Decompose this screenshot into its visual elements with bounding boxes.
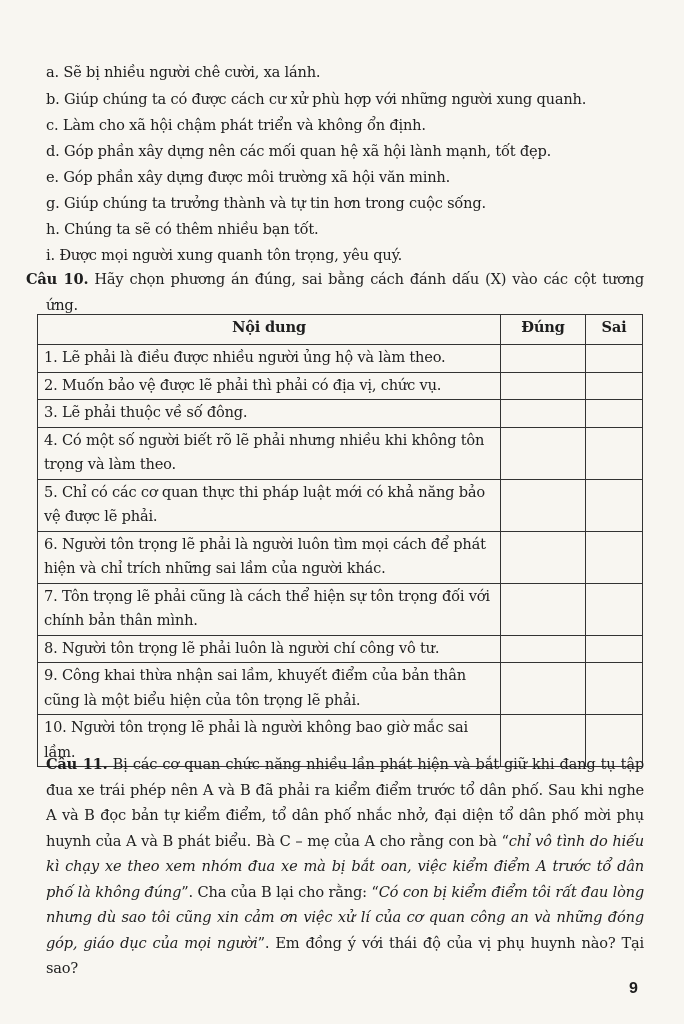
row-content: 3. Lẽ phải thuộc về số đông. bbox=[38, 400, 501, 428]
table-row bbox=[38, 531, 643, 583]
table-row bbox=[38, 635, 643, 663]
table-row bbox=[38, 583, 643, 635]
option-i: i. Được mọi người xung quanh tôn trọng, yêu quý. bbox=[46, 247, 403, 264]
false-cell[interactable] bbox=[586, 663, 643, 715]
true-cell[interactable] bbox=[501, 427, 586, 479]
true-false-table bbox=[37, 314, 643, 767]
question-11-text-1: Bị các cơ quan chức năng nhiều lần phát hiện và bắt giữ khi đang tụ tập đua xe trái phép nên A và B đã phải ra kiểm điểm trước tổ dân phố. Sau khi nghe A và B đọc bản tự kiểm điểm, tổ dân phố nhắc nhở, đại diện tổ dân phố mời phụ huynh của A và B phát biểu. Bà C – mẹ của A cho rằng con bà “ bbox=[46, 756, 644, 850]
header-true: Đúng bbox=[501, 315, 586, 345]
true-cell[interactable] bbox=[501, 372, 586, 400]
header-content: Nội dung bbox=[38, 315, 501, 345]
false-cell[interactable] bbox=[586, 427, 643, 479]
option-h: h. Chúng ta sẽ có thêm nhiều bạn tốt. bbox=[46, 221, 319, 238]
false-cell[interactable] bbox=[586, 635, 643, 663]
question-10-label: Câu 10. bbox=[26, 271, 89, 288]
row-content: 9. Công khai thừa nhận sai lầm, khuyết điểm của bản thân cũng là một biểu hiện của tôn trọng lẽ phải. bbox=[38, 663, 501, 715]
question-11 bbox=[26, 752, 644, 982]
false-cell[interactable] bbox=[586, 372, 643, 400]
table-header bbox=[38, 315, 643, 345]
row-content: 8. Người tôn trọng lẽ phải luôn là người chí công vô tư. bbox=[38, 635, 501, 663]
question-10 bbox=[26, 267, 644, 318]
question-11-text-3: ”. Em đồng ý với thái độ của vị phụ huynh nào? Tại sao? bbox=[46, 934, 645, 977]
option-d: d. Góp phần xây dựng nên các mối quan hệ xã hội lành mạnh, tốt đẹp. bbox=[46, 143, 552, 160]
question-10-text: Hãy chọn phương án đúng, sai bằng cách đánh dấu (X) vào các cột tương ứng. bbox=[46, 271, 644, 314]
question-11-label: Câu 11. bbox=[46, 756, 108, 773]
true-cell[interactable] bbox=[501, 635, 586, 663]
false-cell[interactable] bbox=[586, 583, 643, 635]
false-cell[interactable] bbox=[586, 345, 643, 373]
row-content: 2. Muốn bảo vệ được lẽ phải thì phải có địa vị, chức vụ. bbox=[38, 372, 501, 400]
page-number: 9 bbox=[629, 980, 638, 997]
row-content: 10. Người tôn trọng lẽ phải là người không bao giờ mắc sai lầm. bbox=[38, 715, 501, 767]
row-content: 6. Người tôn trọng lẽ phải là người luôn tìm mọi cách để phát hiện và chỉ trích những sai lầm của người khác. bbox=[38, 531, 501, 583]
table-row bbox=[38, 663, 643, 715]
table-row bbox=[38, 427, 643, 479]
true-cell[interactable] bbox=[501, 583, 586, 635]
table-row bbox=[38, 400, 643, 428]
true-cell[interactable] bbox=[501, 400, 586, 428]
true-cell[interactable] bbox=[501, 345, 586, 373]
question-11-text-2: ”. Cha của B lại cho rằng: “ bbox=[181, 883, 379, 901]
header-false: Sai bbox=[586, 315, 643, 345]
false-cell[interactable] bbox=[586, 479, 643, 531]
question-11-quote-1: chỉ vô tình do hiếu kì chạy xe theo xem nhóm đua xe mà bị bắt oan, việc kiểm điểm A trước tổ dân phố là không đúng bbox=[46, 832, 644, 901]
table-row bbox=[38, 479, 643, 531]
option-g: g. Giúp chúng ta trưởng thành và tự tin hơn trong cuộc sống. bbox=[46, 195, 486, 212]
true-cell[interactable] bbox=[501, 479, 586, 531]
false-cell[interactable] bbox=[586, 400, 643, 428]
row-content: 7. Tôn trọng lẽ phải cũng là cách thể hiện sự tôn trọng đối với chính bản thân mình. bbox=[38, 583, 501, 635]
row-content: 5. Chỉ có các cơ quan thực thi pháp luật mới có khả năng bảo vệ được lẽ phải. bbox=[38, 479, 501, 531]
question-11-quote-2: Có con bị kiểm điểm tôi rất đau lòng nhưng dù sao tôi cũng xin cảm ơn việc xử lí của cơ quan công an và những đóng góp, giáo dục của mọi người bbox=[46, 883, 644, 952]
false-cell[interactable] bbox=[586, 531, 643, 583]
option-a: a. Sẽ bị nhiều người chê cười, xa lánh. bbox=[46, 64, 321, 81]
true-cell[interactable] bbox=[501, 531, 586, 583]
table-row bbox=[38, 372, 643, 400]
row-content: 4. Có một số người biết rõ lẽ phải nhưng nhiều khi không tôn trọng và làm theo. bbox=[38, 427, 501, 479]
row-content: 1. Lẽ phải là điều được nhiều người ủng hộ và làm theo. bbox=[38, 345, 501, 373]
option-b: b. Giúp chúng ta có được cách cư xử phù hợp với những người xung quanh. bbox=[46, 91, 587, 108]
table-row bbox=[38, 345, 643, 373]
option-e: e. Góp phần xây dựng được môi trường xã hội văn minh. bbox=[46, 169, 451, 186]
option-c: c. Làm cho xã hội chậm phát triển và không ổn định. bbox=[46, 117, 426, 134]
true-cell[interactable] bbox=[501, 663, 586, 715]
